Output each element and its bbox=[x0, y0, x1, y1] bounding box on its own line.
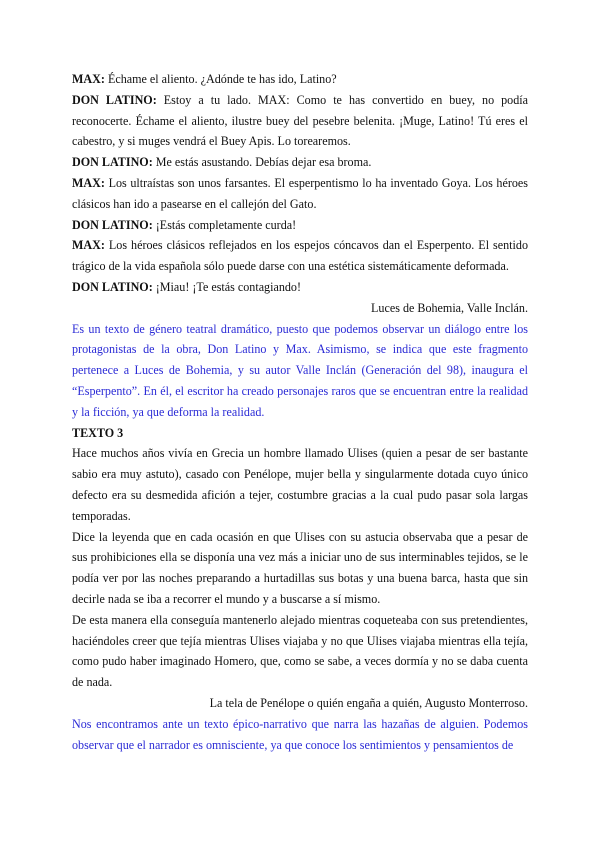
dialogue-text: Estoy a tu lado. MAX: Como te has convertido en buey, no podía reconocerte. Échame el aliento, ilustre buey del pesebre belenita. ¡Muge, Latino! Tú eres el cabestro, y si muges vendrá el Buey Apis. Lo torearemos. bbox=[72, 92, 529, 149]
dialogue-text: ¡Miau! ¡Te estás contagiando! bbox=[152, 279, 302, 294]
dialogue-line bbox=[72, 277, 528, 298]
speaker-label: MAX: bbox=[72, 175, 105, 190]
dialogue-line bbox=[72, 235, 528, 277]
source-citation-3: La tela de Penélope o quién engaña a quién, Augusto Monterroso. bbox=[209, 695, 528, 710]
speaker-label: MAX: bbox=[72, 238, 105, 253]
speaker-label: MAX: bbox=[72, 72, 105, 86]
speaker-label: DON LATINO: bbox=[72, 92, 157, 107]
section-heading: TEXTO 3 bbox=[72, 425, 124, 440]
source-citation-1: Luces de Bohemia, Valle Inclán. bbox=[371, 300, 528, 315]
narrative-paragraph: De esta manera ella conseguía mantenerlo alejado mientras coqueteaba con sus pretendientes, haciéndoles creer que tejía mientras Ulises viajaba y no que Ulises viajaba mientras ella tejía, como pudo haber imaginado Homero, que, como se sabe, a veces dormía y no se daba cuenta de nada. bbox=[72, 612, 528, 690]
dialogue-line bbox=[72, 90, 528, 152]
dialogue-text: Los ultraístas son unos farsantes. El esperpentismo lo ha inventado Goya. Los héroes clásicos han ido a pasearse en el callejón del Gato. bbox=[72, 175, 528, 211]
dialogue-text: ¡Estás completamente curda! bbox=[152, 217, 297, 232]
dialogue-line bbox=[72, 173, 528, 215]
dialogue-text: Échame el aliento. ¿Adónde te has ido, Latino? bbox=[104, 72, 337, 86]
commentary-paragraph-3: Nos encontramos ante un texto épico-narrativo que narra las hazañas de alguien. Podemos observar que el narrador es omnisciente, ya que conoce los sentimientos y pensamientos de bbox=[72, 716, 528, 752]
dialogue-text: Los héroes clásicos reflejados en los espejos cóncavos dan el Esperpento. El sentido trágico de la vida española sólo puede darse con una estética sistemáticamente deformada. bbox=[72, 238, 528, 274]
dialogue-line bbox=[72, 152, 528, 173]
dialogue-text: Me estás asustando. Debías dejar esa broma. bbox=[152, 155, 372, 170]
speaker-label: DON LATINO: bbox=[72, 155, 153, 170]
dialogue-line bbox=[72, 69, 528, 90]
speaker-label: DON LATINO: bbox=[72, 217, 153, 232]
narrative-paragraph: Hace muchos años vivía en Grecia un hombre llamado Ulises (quien a pesar de ser bastante sabio era muy astuto), casado con Penélope, mujer bella y singularmente dotada cuyo único defecto era su desmedida afición a tejer, costumbre gracias a la cual pudo pasar sola largas temporadas. bbox=[72, 446, 528, 523]
commentary-paragraph-1: Es un texto de género teatral dramático, puesto que podemos observar un diálogo entre los protagonistas de la obra, Don Latino y Max. Asimismo, se indica que este fragmento pertenece a Luces de Bohemia, y su autor Valle Inclán (Generación del 98), inaugura el “Esperpento”. En él, el escritor ha creado personajes raros que se encuentran entre la realidad y la ficción, ya que deforma la realidad. bbox=[72, 321, 528, 419]
speaker-label: DON LATINO: bbox=[72, 279, 153, 294]
dialogue-line bbox=[72, 215, 528, 236]
narrative-paragraph: Dice la leyenda que en cada ocasión en que Ulises con su astucia observaba que a pesar de sus prohibiciones ella se disponía una vez más a iniciar uno de sus interminables tejidos, se le podía ver por las noches preparando a hurtadillas sus botas y una buena barca, hasta que sin decirle nada se iba a recorrer el mundo y a buscarse a sí mismo. bbox=[72, 529, 528, 606]
